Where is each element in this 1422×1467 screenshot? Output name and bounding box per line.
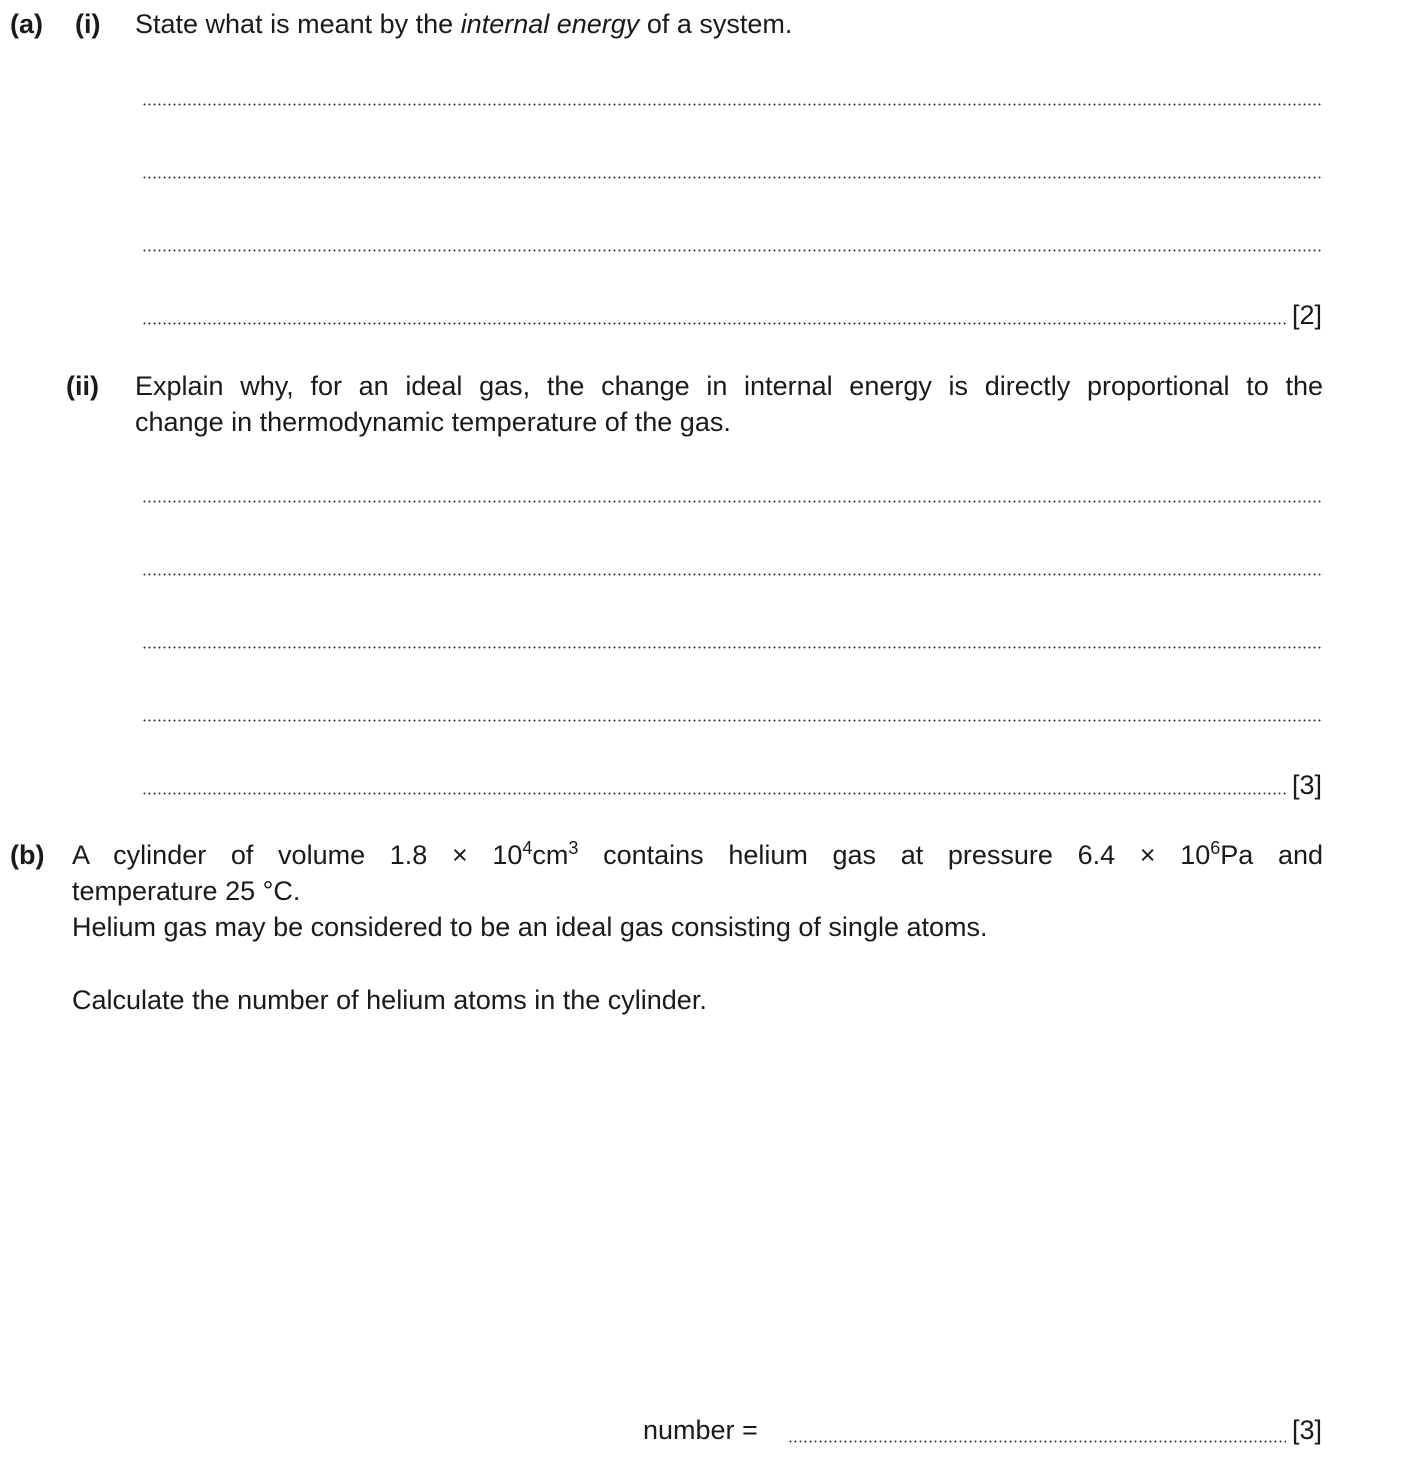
part-b-label: (b): [10, 840, 45, 870]
part-a-label: (a): [10, 9, 43, 39]
answer-line-a-ii-4[interactable]: [142, 719, 1322, 722]
answer-line-a-ii-2[interactable]: [142, 573, 1322, 576]
question-b-line1: A cylinder of volume $1.8 \times 10^4cm^3$ contains helium gas at pressure $6.4 \times 10^6Pa$ and: [72, 838, 1323, 870]
answer-line-a-ii-3[interactable]: [142, 646, 1322, 649]
question-b-line3: Helium gas may be considered to be an ideal gas consisting of single atoms.: [72, 912, 988, 942]
answer-line-a-i-3[interactable]: [142, 249, 1322, 252]
question-b-instruction: Calculate the number of helium atoms in the cylinder.: [72, 985, 707, 1015]
question-a-ii-line1: Explain why, for an ideal gas, the change in internal energy is directly proportional to the: [135, 371, 1323, 401]
marks-a-i: [2]: [1291, 300, 1322, 330]
part-a-ii-label: (ii): [66, 371, 99, 401]
question-a-ii-line2: change in thermodynamic temperature of the gas.: [135, 407, 731, 437]
marks-a-ii: [3]: [1291, 770, 1322, 800]
answer-label-number: number =: [643, 1415, 758, 1445]
marks-b: [3]: [1291, 1415, 1322, 1445]
answer-line-a-i-2[interactable]: [142, 176, 1322, 179]
answer-line-a-i-1[interactable]: [142, 103, 1322, 106]
question-b-line2: temperature 25 °C.: [72, 876, 301, 906]
part-a-i-label: (i): [75, 9, 101, 39]
answer-line-number[interactable]: [788, 1440, 1286, 1443]
question-a-i-text: State what is meant by the internal energy of a system.: [135, 9, 793, 39]
answer-line-a-i-4[interactable]: [142, 322, 1287, 325]
answer-line-a-ii-1[interactable]: [142, 500, 1322, 503]
answer-line-a-ii-5[interactable]: [142, 792, 1287, 795]
